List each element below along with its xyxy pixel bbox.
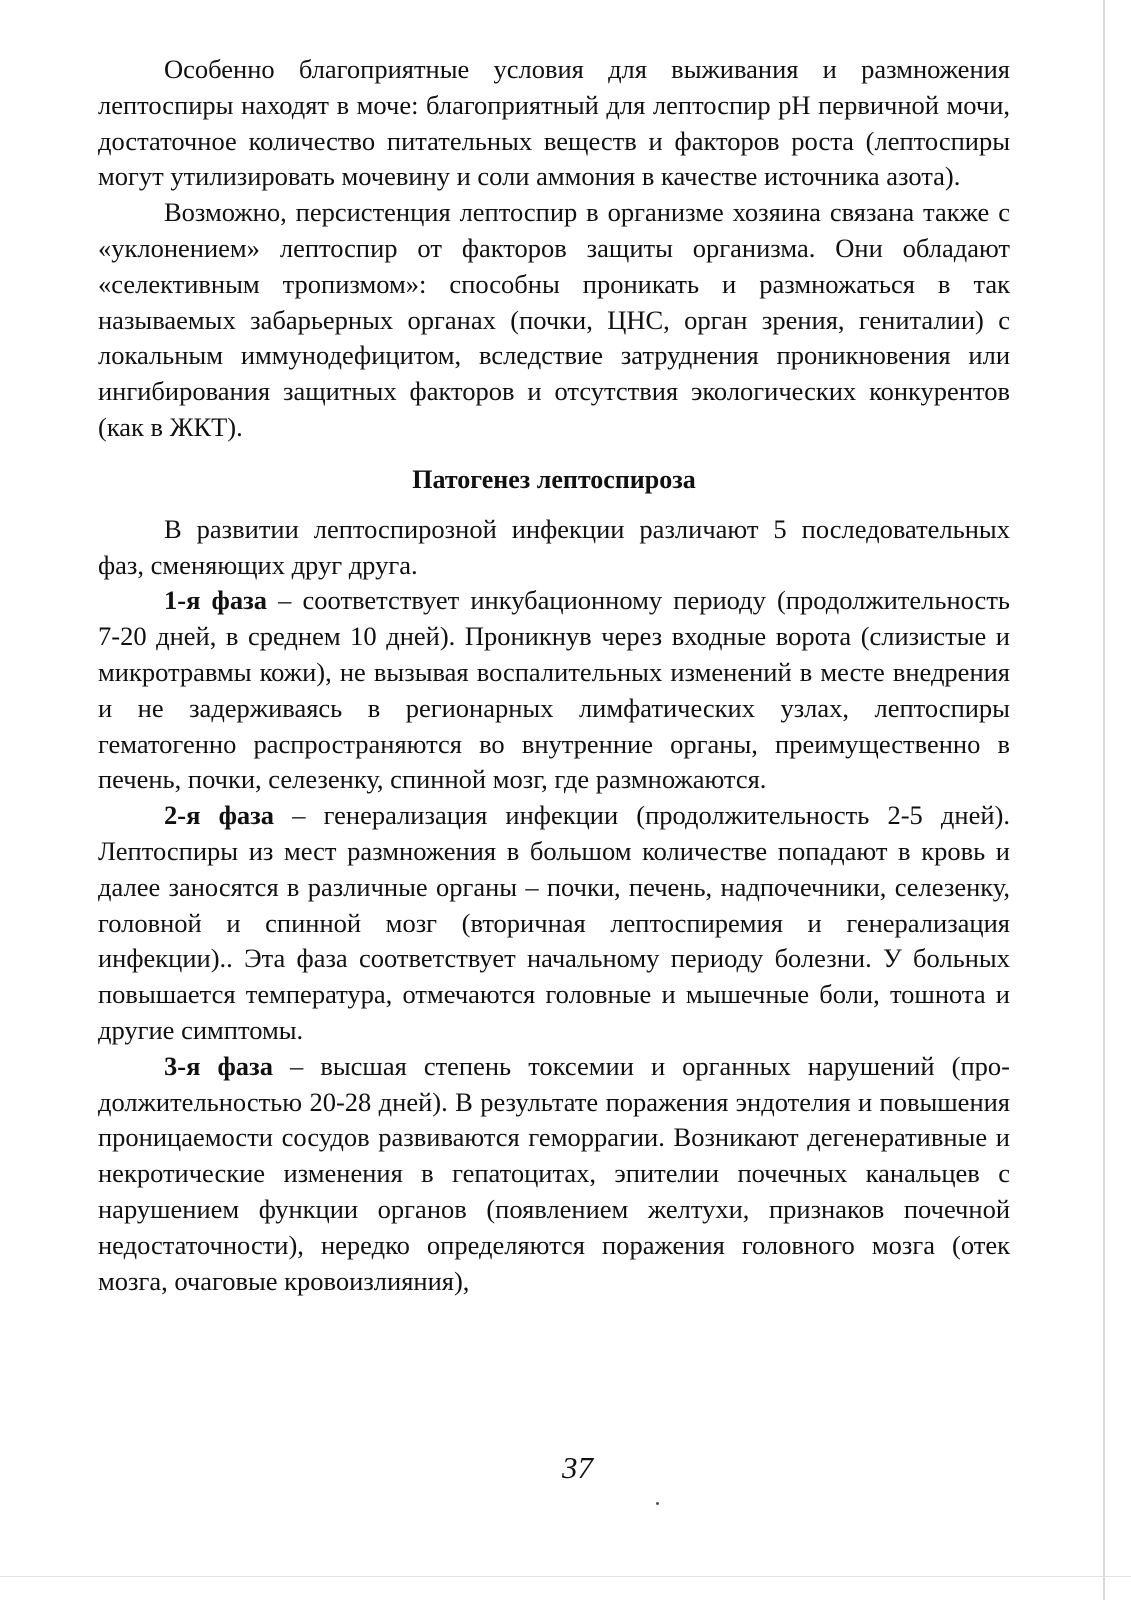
paragraph-phase-2 <box>98 798 1010 1049</box>
paragraph-phase-1 <box>98 583 1010 798</box>
phase-2-label: 2-я фаза <box>164 800 275 831</box>
phase-1-label: 1-я фаза <box>164 585 268 616</box>
paragraph-intro: В развитии лептоспирозной инфекции различают 5 последовательных фаз, сменяющих друг друга. <box>98 513 1010 580</box>
page-body <box>98 52 1010 1299</box>
phase-1-text: – соответствует инкубационному периоду (продолжительность 7-20 дней, в среднем 10 дней). Проникнув через входные ворота (слизистые и микротравмы кожи), не вызывая воспалительных изменений в месте внедрения и не задерживаясь в регионарных лимфатических узлах, лептоспиры гематогенно распространяются во внутренние органы, преимущественно в печень, почки, селезенку, спинной мозг, где размножаются. <box>98 585 1010 795</box>
phase-3-text: – высшая степень токсемии и органных нарушений (продолжительностью 20-28 дней). В результате поражения эндотелия и повышения проницаемости сосудов развиваются геморрагии. Возникают дегенеративные и некротические изменения в гепатоцитах, эпителии почечных канальцев с нарушением функции органов (появлением желтухи, признаков почечной недостаточности), нередко определяются поражения головного мозга (отек мозга, очаговые кровоизлияния), <box>98 1050 1010 1296</box>
paragraph-persistence: Возможно, персистенция лептоспир в организме хозяина связана также с «уклонением» лептоспир от факторов защиты организма. Они обладают «селективным тропизмом»: способны проникать и размножаться в так называемых забарьерных органах (почки, ЦНС, орган зрения, гениталии) с локальным иммунодефицитом, вследствие затруднения проникновения или ингибирования защитных факторов и отсутствия экологических конкурентов (как в ЖКТ). <box>98 197 1010 442</box>
scan-speck <box>656 1502 659 1505</box>
paragraph-urine-conditions: Особенно благоприятные условия для выживания и размножения лептоспиры находят в моче: благоприятный для лептоспир pH первичной мочи, достаточное количество питательных веществ и факторов роста (лептоспиры могут утилизировать мочевину и соли аммония в качестве источника азота). <box>98 54 1010 192</box>
phase-3-label: 3-я фаза <box>164 1050 273 1081</box>
page-edge-bottom <box>0 1576 1131 1577</box>
section-heading: Патогенез лептоспироза <box>412 464 696 494</box>
phase-2-text: – генерализация инфекции (продолжительность 2-5 дней). Лептоспиры из мест размножения в большом количестве попадают в кровь и далее заносятся в различные органы – почки, печень, надпочечники, селезенку, головной и спинной мозг (вторичная лептоспиремия и генерализация инфекции).. Эта фаза соответствует начальному периоду болезни. У больных повышается температура, отмечаются головные и мышечные боли, тошнота и другие симптомы. <box>98 800 1010 1045</box>
page-number: 37 <box>562 1450 593 1485</box>
page-edge-right <box>1103 0 1105 1600</box>
paragraph-phase-3 <box>98 1049 1010 1300</box>
